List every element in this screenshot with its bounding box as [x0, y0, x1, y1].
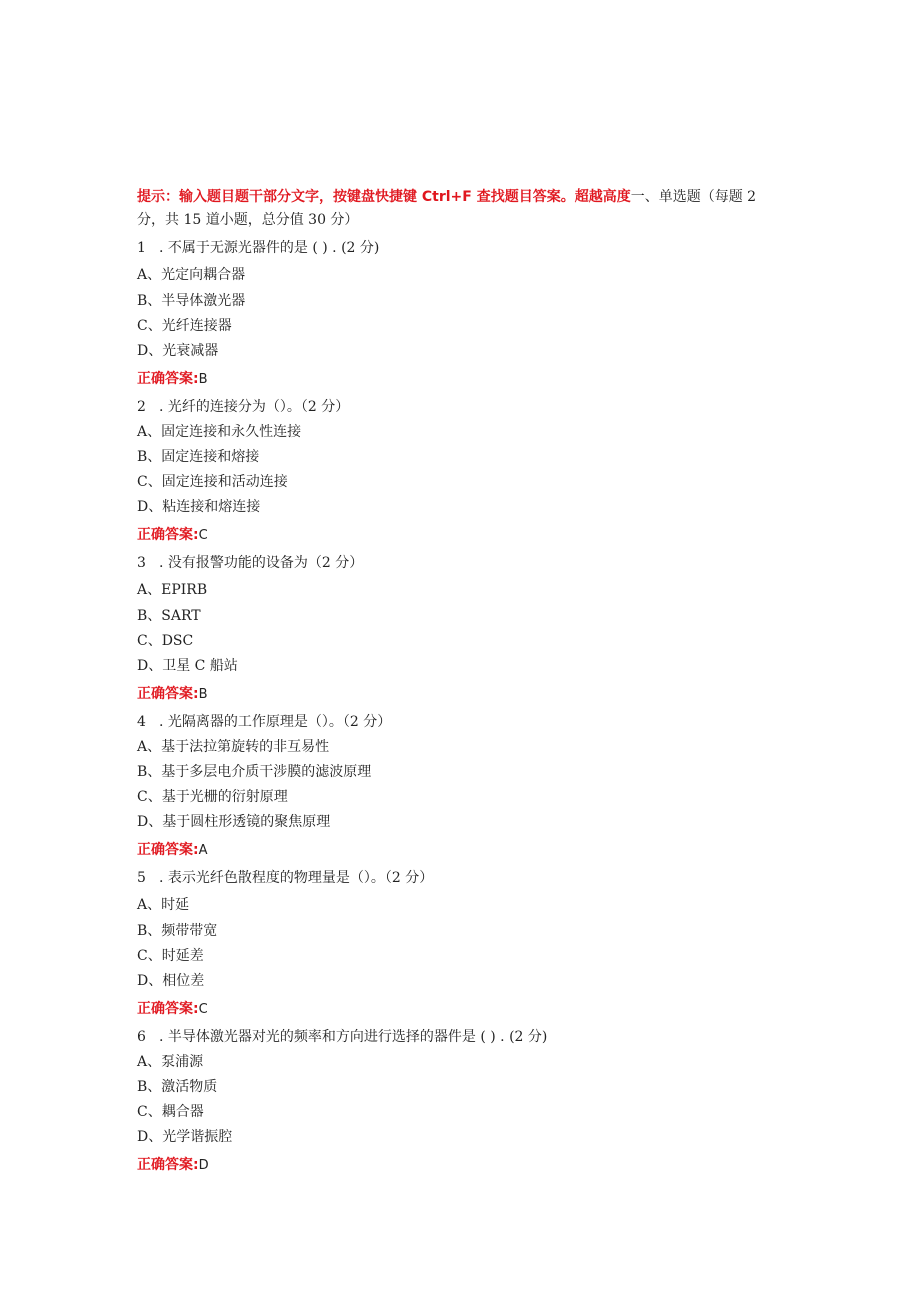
- option-d: D、基于圆柱形透镜的聚焦原理: [137, 814, 331, 830]
- question-number: 1: [137, 240, 146, 256]
- option-d: D、卫星 C 船站: [137, 658, 238, 674]
- option-c: C、基于光栅的衍射原理: [137, 789, 288, 805]
- answer-value: C: [198, 528, 208, 543]
- question-number: 3: [137, 555, 146, 571]
- correct-answer: [137, 364, 787, 395]
- answer-label: 正确答案:: [137, 842, 199, 858]
- question-text: . 光纤的连接分为（）。（2 分）: [159, 399, 350, 415]
- answer-label: 正确答案:: [137, 686, 199, 702]
- answer-label: 正确答案:: [137, 371, 199, 387]
- question-text: . 半导体激光器对光的频率和方向进行选择的器件是 ( ) . (2 分): [159, 1029, 548, 1045]
- option-b: B、激活物质: [137, 1079, 218, 1095]
- hint-paragraph: [137, 186, 787, 232]
- option-b: B、基于多层电介质干涉膜的滤波原理: [137, 764, 372, 780]
- answer-value: B: [198, 372, 208, 387]
- question-stem: [137, 710, 787, 735]
- option-d: D、相位差: [137, 973, 205, 989]
- option-c: C、固定连接和活动连接: [137, 474, 288, 490]
- question-text: . 表示光纤色散程度的物理量是（）。（2 分）: [159, 870, 434, 886]
- question-stem: [137, 236, 787, 261]
- question-stem: [137, 866, 787, 891]
- option-c: C、时延差: [137, 948, 204, 964]
- option-a: A、光定向耦合器: [137, 267, 246, 283]
- question-block: [137, 1025, 787, 1181]
- option-d: D、光学谐振腔: [137, 1129, 233, 1145]
- question-text: . 不属于无源光器件的是 ( ) . (2 分): [159, 240, 380, 256]
- option-a: A、时延: [137, 897, 190, 913]
- answer-label: 正确答案:: [137, 1157, 199, 1173]
- question-block: [137, 710, 787, 866]
- question-block: [137, 236, 787, 395]
- option-c: C、光纤连接器: [137, 318, 232, 334]
- option-a: A、基于法拉第旋转的非互易性: [137, 739, 330, 755]
- option-a: A、EPIRB: [137, 582, 208, 598]
- option-b: B、频带带宽: [137, 923, 218, 939]
- option-a: A、泵浦源: [137, 1054, 204, 1070]
- option-b: B、半导体激光器: [137, 293, 246, 309]
- question-number: 5: [137, 870, 146, 886]
- option-b: B、SART: [137, 608, 201, 624]
- section-heading: 一、单选题（每题 2 分，共 15 道小题，总分值 30 分）: [137, 189, 757, 228]
- correct-answer: [137, 994, 787, 1025]
- option-c: C、DSC: [137, 633, 194, 649]
- correct-answer: [137, 835, 787, 866]
- option-d: D、粘连接和熔连接: [137, 499, 261, 515]
- answer-value: D: [198, 1158, 209, 1173]
- question-text: . 没有报警功能的设备为（2 分）: [159, 555, 364, 571]
- question-number: 6: [137, 1029, 146, 1045]
- hint-text: 提示：输入题目题干部分文字，按键盘快捷键 Ctrl+F 查找题目答案。超越高度: [137, 189, 631, 205]
- document-page: [137, 186, 787, 1181]
- question-stem: [137, 395, 787, 420]
- question-block: [137, 551, 787, 710]
- option-b: B、固定连接和熔接: [137, 449, 260, 465]
- question-number: 2: [137, 399, 146, 415]
- question-stem: [137, 551, 787, 576]
- question-stem: [137, 1025, 787, 1050]
- option-a: A、固定连接和永久性连接: [137, 424, 302, 440]
- option-c: C、耦合器: [137, 1104, 204, 1120]
- question-number: 4: [137, 714, 146, 730]
- question-block: [137, 395, 787, 551]
- correct-answer: [137, 679, 787, 710]
- question-block: [137, 866, 787, 1025]
- question-text: . 光隔离器的工作原理是（）。（2 分）: [159, 714, 392, 730]
- answer-value: A: [198, 843, 208, 858]
- answer-label: 正确答案:: [137, 1001, 199, 1017]
- option-d: D、光衰减器: [137, 343, 219, 359]
- correct-answer: [137, 520, 787, 551]
- answer-label: 正确答案:: [137, 527, 199, 543]
- correct-answer: [137, 1150, 787, 1181]
- answer-value: B: [198, 687, 208, 702]
- answer-value: C: [198, 1002, 208, 1017]
